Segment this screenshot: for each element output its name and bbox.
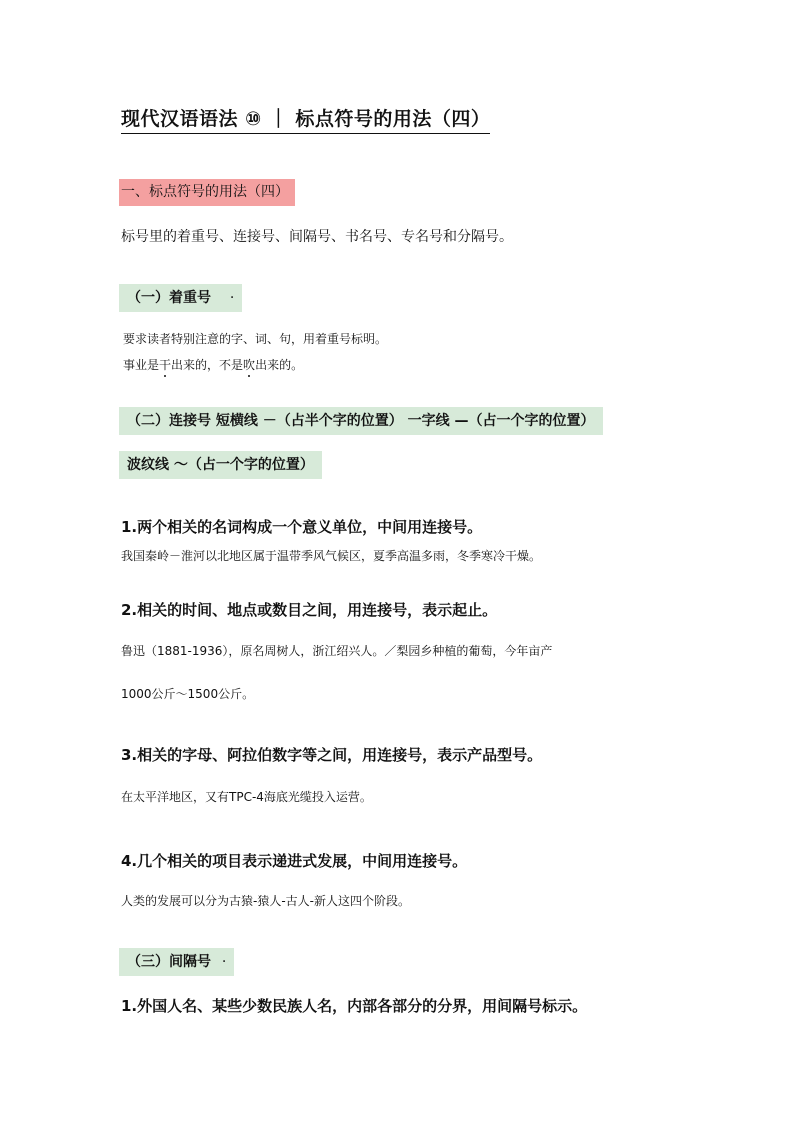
- connector-example-1: 我国秦岭－淮河以北地区属于温带季风气候区，夏季高温多雨，冬季寒冷干燥。: [121, 549, 542, 563]
- connector-heading-wave: 波纹线 ～（占一个字的位置）: [119, 451, 322, 479]
- connector-example-4: 人类的发展可以分为古猿-猿人-古人-新人这四个阶段。: [121, 894, 410, 908]
- separator-rule-1: 1.外国人名、某些少数民族人名，内部各部分的分界，用间隔号标示。: [121, 997, 588, 1015]
- connector-heading: （二）连接号 短横线 －（占半个字的位置） 一字线 —（占一个字的位置）: [119, 407, 603, 435]
- emphasis-heading-label: （一）着重号: [127, 290, 211, 306]
- section-intro: 标号里的着重号、连接号、间隔号、书名号、专名号和分隔号。: [121, 229, 513, 245]
- emphasis-example-part: 出来的，不是: [171, 358, 244, 372]
- connector-example-3: 在太平洋地区，又有TPC-4海底光缆投入运营。: [121, 790, 372, 804]
- emphasis-example-part: 事业是: [123, 358, 160, 372]
- connector-rule-2: 2.相关的时间、地点或数目之间，用连接号，表示起止。: [121, 601, 498, 619]
- connector-rule-4: 4.几个相关的项目表示递进式发展，中间用连接号。: [121, 852, 468, 870]
- separator-heading: [119, 948, 234, 976]
- connector-rule-1: 1.两个相关的名词构成一个意义单位，中间用连接号。: [121, 518, 483, 536]
- emphasized-char: 吹: [243, 358, 256, 372]
- emphasis-example: [123, 356, 303, 373]
- section-heading-punctuation: 一、标点符号的用法（四）: [119, 179, 295, 206]
- separator-marker: ·: [221, 954, 227, 970]
- connector-rule-3: 3.相关的字母、阿拉伯数字等之间，用连接号，表示产品型号。: [121, 746, 543, 764]
- page-title: 现代汉语语法 ⑩ ｜ 标点符号的用法（四）: [121, 104, 490, 134]
- emphasis-heading: [119, 284, 242, 312]
- emphasis-definition: 要求读者特别注意的字、词、句，用着重号标明。: [123, 332, 388, 346]
- connector-example-2-cont: 1000公斤～1500公斤。: [121, 687, 255, 701]
- emphasis-example-part: 出来的。: [255, 358, 304, 372]
- connector-example-2: 鲁迅（1881-1936），原名周树人，浙江绍兴人。／梨园乡种植的葡萄，今年亩产: [121, 644, 553, 658]
- emphasized-char: 干: [159, 358, 172, 372]
- separator-heading-label: （三）间隔号: [127, 954, 211, 970]
- emphasis-marker: ·: [229, 290, 235, 306]
